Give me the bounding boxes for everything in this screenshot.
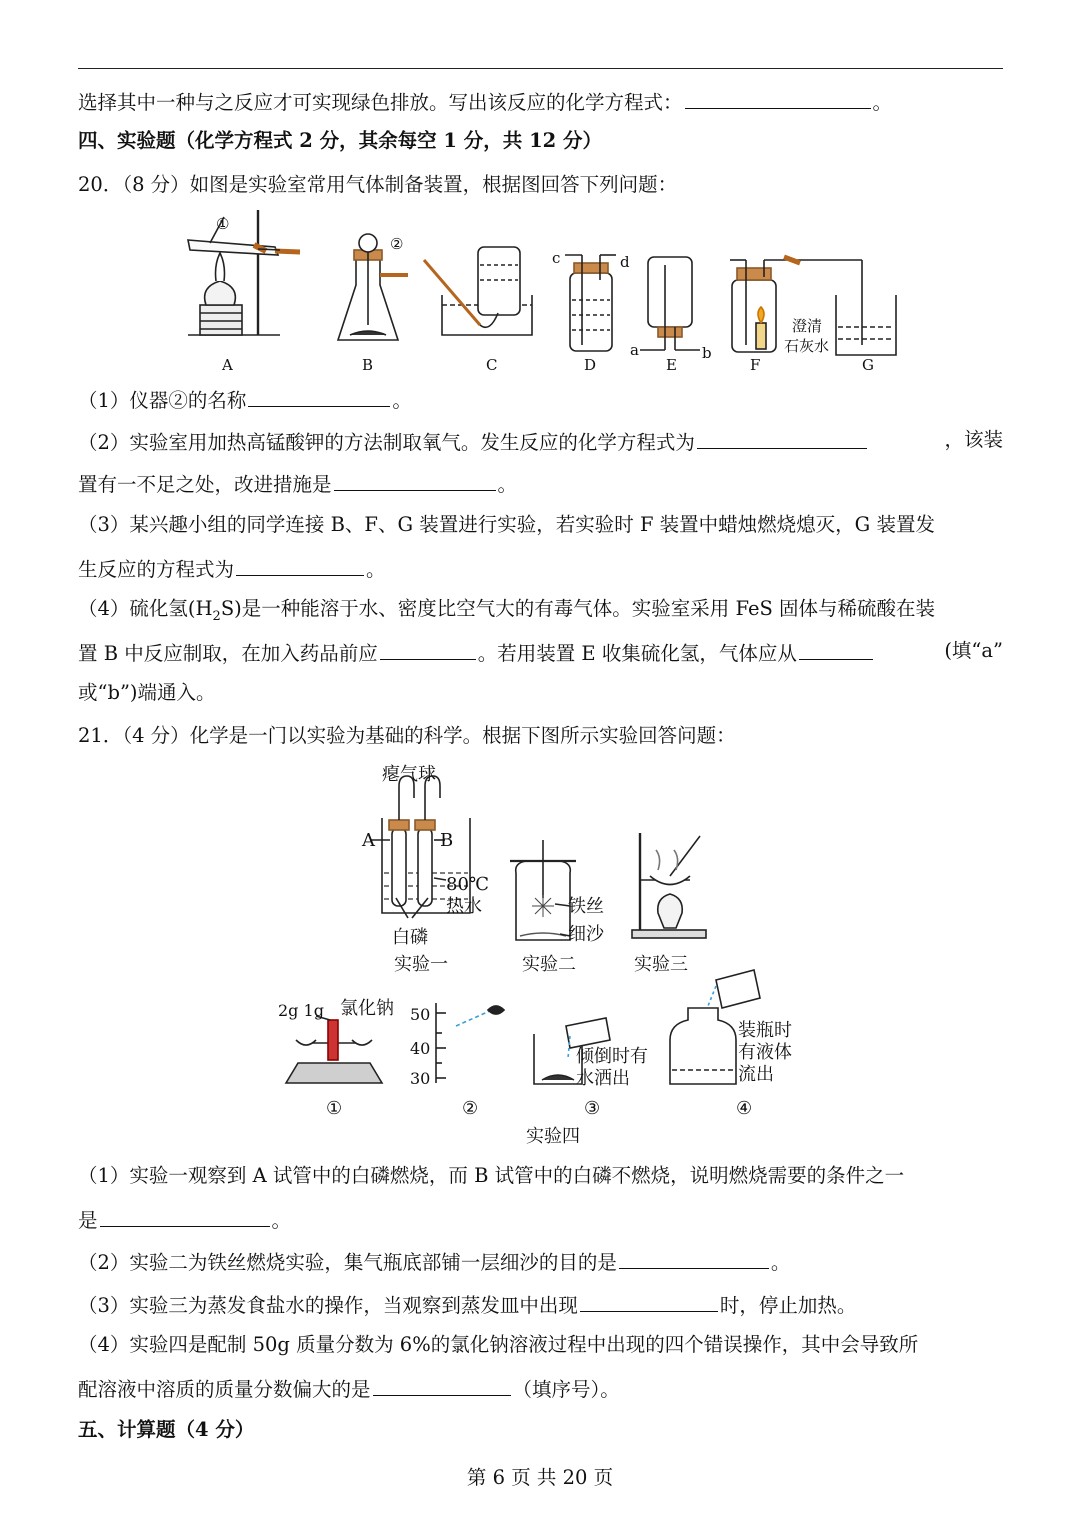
q20-part2-line2: 置有一不足之处，改进措施是 。: [78, 468, 1003, 499]
label-F: F: [750, 356, 761, 374]
answer-blank[interactable]: [697, 426, 867, 449]
q20-part1: （1）仪器②的名称 。: [78, 384, 1003, 415]
q21-part2: （2）实验二为铁丝燃烧实验，集气瓶底部铺一层细沙的目的是 。: [78, 1246, 1003, 1277]
label-white-phosphorus: 白磷: [392, 927, 428, 948]
apparatus-D: [565, 255, 616, 351]
label-instrument-1: ①: [216, 215, 230, 233]
q20-part3-line2: 生反应的方程式为 。: [78, 553, 1003, 584]
label-exp4: 实验四: [526, 1126, 580, 1147]
header-line-text: 选择其中一种与之反应才可实现绿色排放。写出该反应的化学方程式：: [78, 91, 683, 114]
section-title-calculation: 五、计算题（4 分）: [78, 1418, 255, 1441]
q21-part1-line1: （1）实验一观察到 A 试管中的白磷燃烧，而 B 试管中的白磷不燃烧，说明燃烧需要的条件之一: [78, 1164, 905, 1187]
label-balloon: 瘪气球: [382, 764, 436, 785]
q21-part4-line1: （4）实验四是配制 50g 质量分数为 6%的氯化钠溶液过程中出现的四个错误操作，其中会导致所: [78, 1333, 919, 1356]
label-nacl: 氯化钠: [340, 998, 394, 1019]
experiment-2-apparatus: [510, 840, 576, 940]
label-bottle-2: 有液体: [738, 1042, 792, 1063]
cylinder-apparatus: [436, 1003, 504, 1083]
answer-blank[interactable]: [236, 553, 364, 576]
tick-30: 30: [410, 1069, 431, 1088]
label-pour-1: 倾倒时有: [576, 1046, 648, 1067]
q21-part1-line2: 是 。: [78, 1204, 1003, 1235]
header-line: 选择其中一种与之反应才可实现绿色排放。写出该反应的化学方程式： 。: [78, 86, 1003, 117]
label-A: A: [222, 356, 233, 374]
label-op-3: ③: [584, 1098, 601, 1119]
q21-part4-line2: 配溶液中溶质的质量分数偏大的是 （填序号）。: [78, 1373, 1003, 1404]
answer-blank[interactable]: [380, 637, 476, 660]
label-hot-water-1: 80℃: [446, 874, 490, 895]
label-tube-A: A: [362, 830, 375, 851]
q21-stem: 21．（4 分）化学是一门以实验为基础的科学。根据下图所示实验回答问题：: [78, 724, 736, 747]
answer-blank[interactable]: [799, 637, 873, 660]
q20-part4-line1: （4）硫化氢$(H_2S)$是一种能溶于水、密度比空气大的有毒气体。实验室采用 FeS 固体与稀硫酸在装: [78, 597, 936, 624]
label-limewater-1: 澄清: [792, 317, 823, 335]
q20-part4-line2: 置 B 中反应制取，在加入药品前应 。若用装置 E 收集硫化氢，气体应从 (填“a”: [78, 639, 1003, 665]
label-C: C: [486, 356, 498, 374]
tick-50: 50: [410, 1005, 431, 1024]
label-c: c: [552, 249, 561, 267]
label-instrument-2: ②: [390, 235, 404, 253]
answer-blank[interactable]: [248, 384, 390, 407]
label-E: E: [666, 356, 677, 374]
label-fine-sand: 细沙: [568, 924, 604, 945]
label-op-1: ①: [326, 1098, 343, 1119]
label-tube-B: B: [440, 830, 454, 851]
answer-blank[interactable]: [373, 1373, 511, 1396]
q20-part3-line1: （3）某兴趣小组的同学连接 B、F、G 装置进行实验，若实验时 F 装置中蜡烛燃烧熄灭，G 装置发: [78, 513, 935, 536]
top-rule: [78, 68, 1003, 69]
label-d: d: [620, 253, 630, 271]
label-a: a: [630, 341, 639, 359]
apparatus-E: [640, 257, 700, 350]
q21-part3: （3）实验三为蒸发食盐水的操作，当观察到蒸发皿中出现 时，停止加热。: [78, 1289, 1003, 1320]
label-weights: 2g 1g: [278, 1001, 324, 1020]
label-bottle-1: 装瓶时: [738, 1020, 792, 1041]
label-exp2: 实验二: [522, 954, 576, 975]
page-footer: 第 6 页 共 20 页: [466, 1466, 614, 1489]
label-hot-water-2: 热水: [446, 896, 482, 917]
answer-blank[interactable]: [619, 1246, 769, 1269]
q20-part4-line3: 或“b”)端通入。: [78, 681, 216, 704]
label-op-2: ②: [462, 1098, 479, 1119]
label-bottle-3: 流出: [738, 1064, 774, 1085]
label-b: b: [702, 344, 712, 362]
label-op-4: ④: [736, 1098, 753, 1119]
balance-apparatus: [286, 1016, 382, 1083]
answer-blank[interactable]: [100, 1204, 270, 1227]
q21-experiments-figure: [270, 758, 810, 1150]
apparatus-A: [188, 210, 300, 335]
experiment-3-apparatus: [632, 833, 706, 938]
label-exp1: 实验一: [394, 954, 448, 975]
label-pour-2: 水洒出: [576, 1068, 630, 1089]
label-D: D: [584, 356, 597, 374]
answer-blank[interactable]: [334, 468, 496, 491]
label-exp3: 实验三: [634, 954, 688, 975]
apparatus-C: [424, 247, 532, 335]
section-title-experiment: 四、实验题（化学方程式 2 分，其余每空 1 分，共 12 分）: [78, 129, 603, 152]
label-iron-wire: 铁丝: [568, 896, 604, 917]
answer-blank[interactable]: [580, 1289, 718, 1312]
apparatus-G: [836, 295, 896, 355]
answer-blank[interactable]: [685, 86, 871, 109]
tick-40: 40: [410, 1039, 431, 1058]
q20-part2-line1: （2）实验室用加热高锰酸钾的方法制取氧气。发生反应的化学方程式为 ，该装: [78, 428, 1003, 454]
q20-apparatus-figure: [180, 205, 910, 375]
label-B: B: [362, 356, 374, 374]
q20-stem: 20．（8 分）如图是实验室常用气体制备装置，根据图回答下列问题：: [78, 173, 678, 196]
label-G: G: [862, 356, 874, 374]
label-limewater-2: 石灰水: [784, 337, 830, 355]
